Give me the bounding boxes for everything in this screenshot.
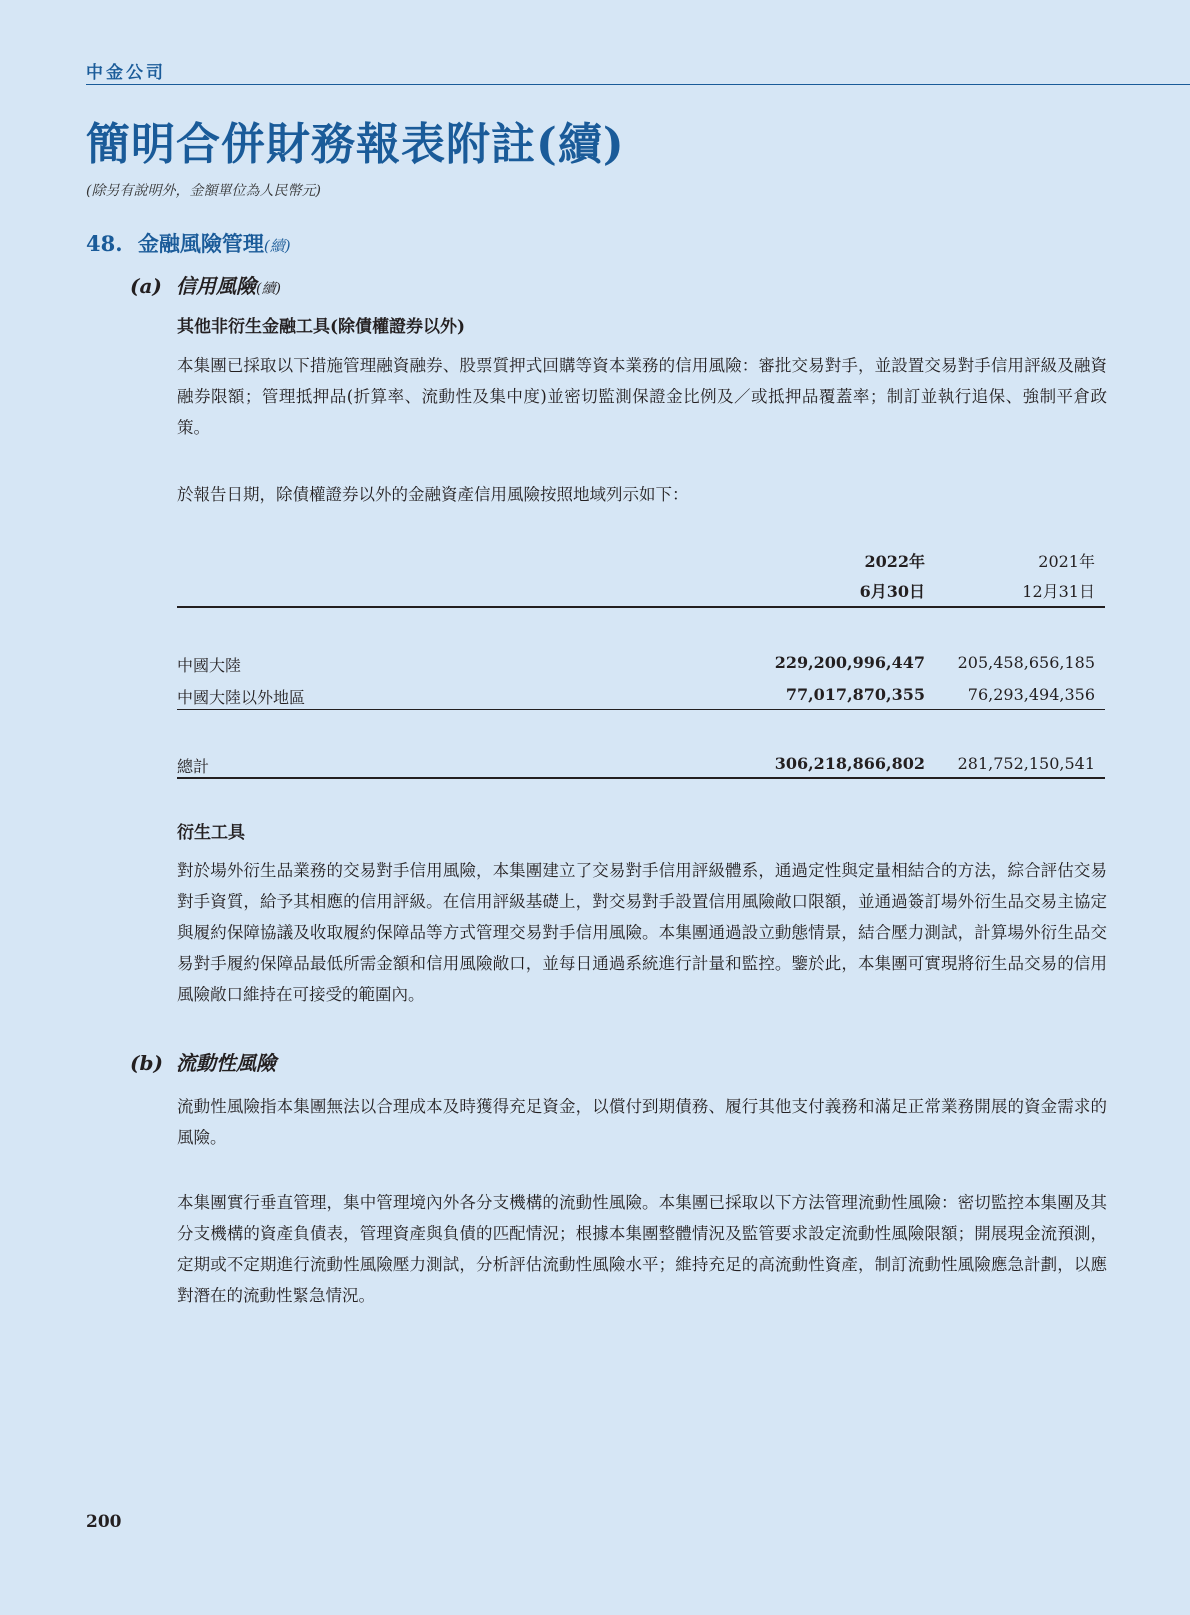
table-subtotal-rule [177, 709, 1105, 710]
table-total-rule [177, 777, 1105, 779]
derivatives-heading: 衍生工具 [177, 823, 245, 843]
table-cell-2022: 229,200,996,447 [774, 653, 925, 672]
col-2021-date: 12月31日 [1022, 582, 1095, 601]
credit-risk-heading [130, 270, 281, 299]
page-title: 簡明合併財務報表附註(續) [86, 119, 625, 170]
company-name: 中金公司 [86, 63, 166, 83]
section-heading [86, 228, 291, 258]
col-2022-date: 6月30日 [859, 582, 925, 601]
col-2022-year: 2022年 [864, 552, 925, 571]
section-continued: (續) [263, 237, 291, 255]
page-number: 200 [86, 1512, 122, 1532]
table-cell-2022: 77,017,870,355 [785, 685, 925, 704]
credit-risk-title: 信用風險 [176, 274, 256, 298]
currency-note: (除另有說明外，金額單位為人民幣元) [86, 183, 321, 199]
liquidity-risk-label: (b) [130, 1051, 163, 1075]
liquidity-paragraph-2: 本集團實行垂直管理，集中管理境內外各分支機構的流動性風險。本集團已採取以下方法管理流動性風險：密切監控本集團及其分支機構的資產負債表，管理資產與負債的匹配情況；根據本集團整體情況及監管要求設定流動性風險限額；開展現金流預測，定期或不定期進行流動性風險壓力測試，分析評估流動性風險水平；維持充足的高流動性資產，制訂流動性風險應急計劃，以應對潛在的流動性緊急情況。 [177, 1193, 1107, 1305]
table-row-label: 中國大陸 [177, 656, 242, 675]
table-total-2022: 306,218,866,802 [774, 754, 925, 773]
col-2021-year: 2021年 [1038, 552, 1095, 571]
table-cell-2021: 76,293,494,356 [967, 685, 1095, 704]
table-total-label: 總計 [177, 757, 210, 776]
header-divider [86, 84, 1190, 85]
table-total-2021: 281,752,150,541 [957, 754, 1095, 773]
section-title: 金融風險管理 [137, 231, 264, 256]
derivatives-paragraph: 對於場外衍生品業務的交易對手信用風險，本集團建立了交易對手信用評級體系，通過定性與定量相結合的方法，綜合評估交易對手資質，給予其相應的信用評級。在信用評級基礎上，對交易對手設置信用風險敞口限額，並通過簽訂場外衍生品交易主協定與履約保障協議及收取履約保障品等方式管理交易對手信用風險。本集團通過設立動態情景，結合壓力測試，計算場外衍生品交易對手履約保障品最低所需金額和信用風險敞口，並每日通過系統進行計量和監控。鑒於此，本集團可實現將衍生品交易的信用風險敞口維持在可接受的範圍內。 [177, 861, 1107, 1004]
liquidity-risk-heading [130, 1047, 276, 1076]
other-instruments-paragraph: 本集團已採取以下措施管理融資融券、股票質押式回購等資本業務的信用風險：審批交易對手，並設置交易對手信用評級及融資融券限額；管理抵押品(折算率、流動性及集中度)並密切監測保證金比例及／或抵押品覆蓋率；制訂並執行追保、強制平倉政策。 [177, 356, 1107, 437]
table-intro: 於報告日期，除債權證券以外的金融資產信用風險按照地域列示如下： [177, 485, 689, 504]
table-row-label: 中國大陸以外地區 [177, 688, 306, 707]
other-instruments-heading: 其他非衍生金融工具(除債權證券以外) [177, 317, 466, 337]
section-number: 48. [86, 231, 123, 256]
liquidity-risk-title: 流動性風險 [176, 1051, 276, 1075]
credit-risk-label: (a) [130, 274, 162, 298]
table-header-rule [177, 606, 1105, 608]
liquidity-paragraph-1: 流動性風險指本集團無法以合理成本及時獲得充足資金，以償付到期債務、履行其他支付義務和滿足正常業務開展的資金需求的風險。 [177, 1097, 1107, 1147]
credit-risk-continued: (續) [256, 281, 281, 297]
table-cell-2021: 205,458,656,185 [957, 653, 1095, 672]
